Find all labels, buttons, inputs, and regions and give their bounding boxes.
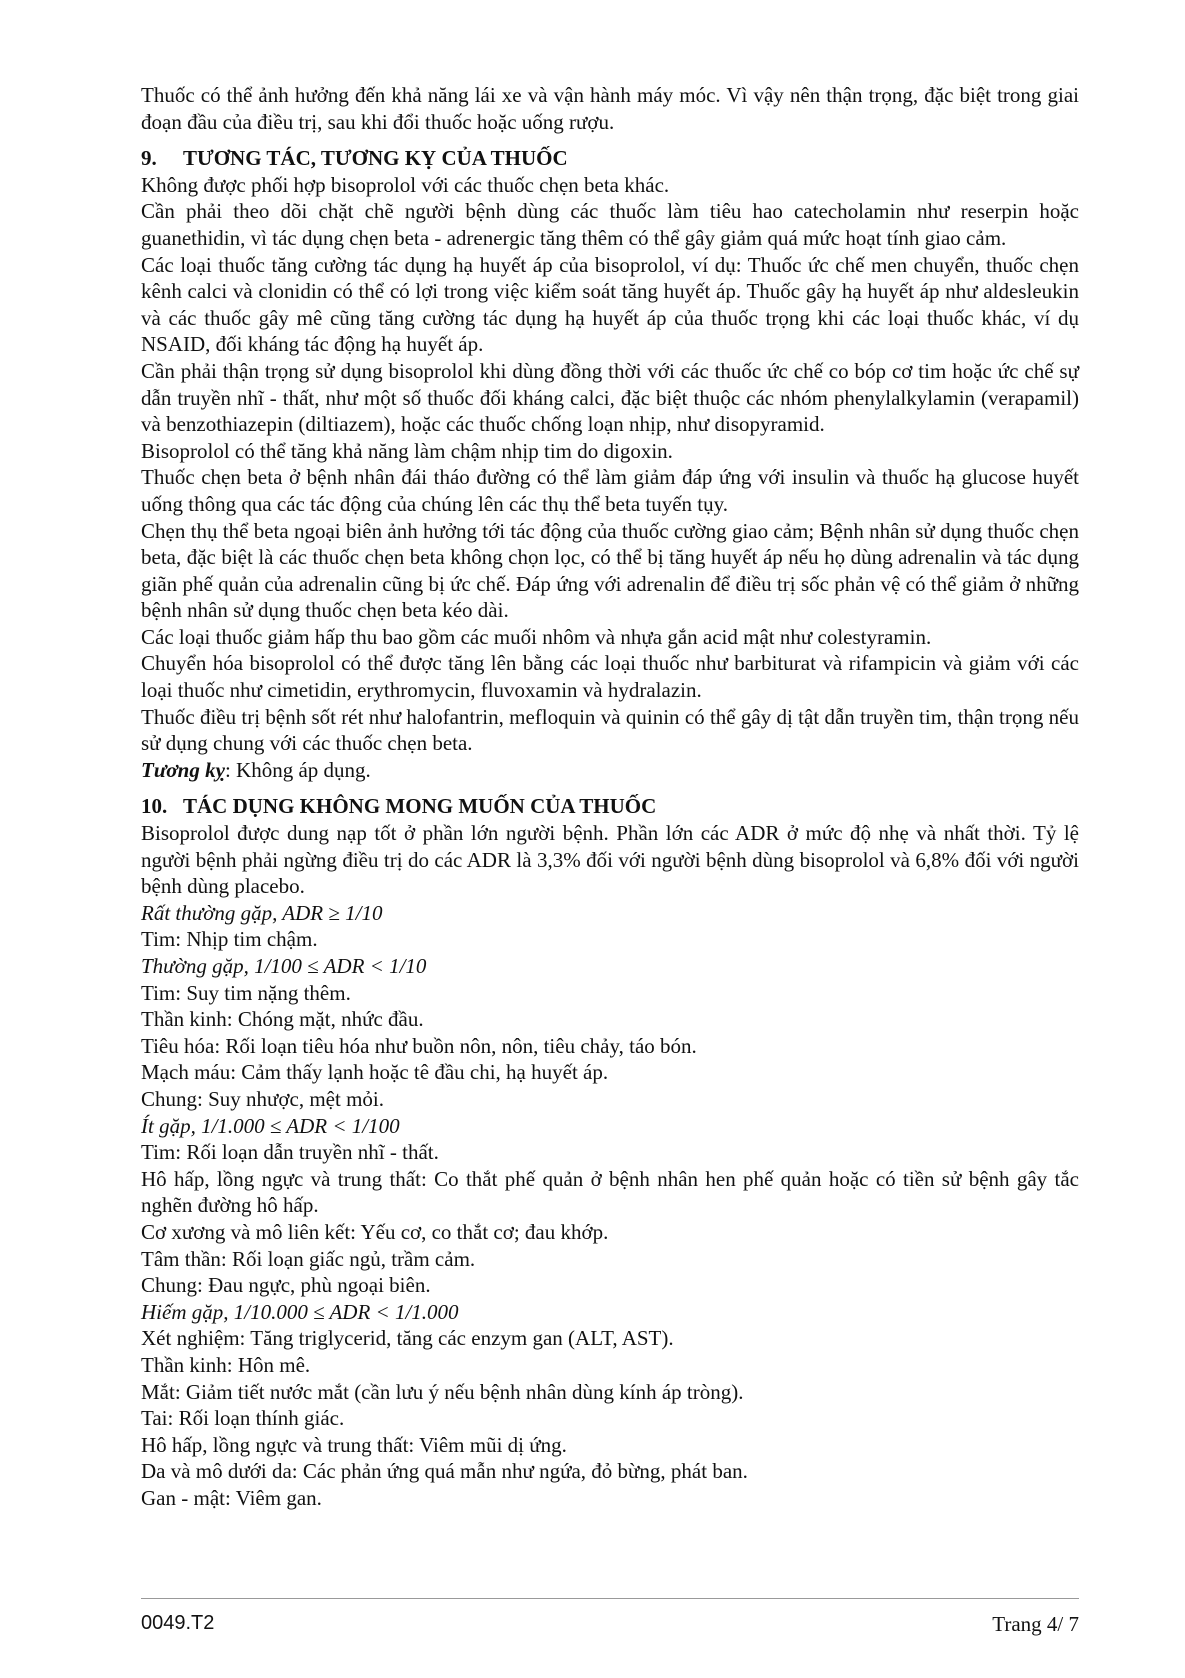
incompatibility-text: : Không áp dụng. — [224, 757, 371, 782]
s9-paragraph: Cần phải theo dõi chặt chẽ người bệnh dùng các thuốc làm tiêu hao catecholamin như reserpin hoặc guanethidin, vì tác dụng chẹn beta - adrenergic tăng thêm có thể gây giảm quá mức hoạt tính giao cảm. — [141, 199, 1079, 250]
adr-item: Da và mô dưới da: Các phản ứng quá mẫn như ngứa, đỏ bừng, phát ban. — [141, 1459, 748, 1484]
s10-intro: Bisoprolol được dung nạp tốt ở phần lớn người bệnh. Phần lớn các ADR ở mức độ nhẹ và nhất thời. Tỷ lệ người bệnh phải ngừng điều trị do các ADR là 3,3% đối với người bệnh dùng bisoprolol và 6,8% đối với người bệnh dùng placebo. — [141, 821, 1079, 899]
adr-item: Chung: Suy nhược, mệt mỏi. — [141, 1086, 384, 1111]
incompatibility-line — [141, 757, 1079, 784]
adr-item: Mạch máu: Cảm thấy lạnh hoặc tê đầu chi, hạ huyết áp. — [141, 1060, 609, 1085]
section-10-title: TÁC DỤNG KHÔNG MONG MUỐN CỦA THUỐC — [183, 794, 657, 819]
adr-item: Tim: Suy tim nặng thêm. — [141, 980, 351, 1005]
frequency-uncommon: Ít gặp, 1/1.000 ≤ ADR < 1/100 — [141, 1113, 400, 1138]
s9-paragraph: Bisoprolol có thể tăng khả năng làm chậm nhịp tim do digoxin. — [141, 438, 673, 463]
s9-paragraph: Thuốc chẹn beta ở bệnh nhân đái tháo đường có thể làm giảm đáp ứng với insulin và thuốc hạ glucose huyết uống thông qua các tác động của chúng lên các thụ thể beta tuyến tụy. — [141, 465, 1079, 516]
footer-divider — [141, 1598, 1079, 1599]
adr-item: Tim: Nhịp tim chậm. — [141, 927, 318, 952]
s9-paragraph: Không được phối hợp bisoprolol với các thuốc chẹn beta khác. — [141, 172, 670, 197]
adr-item: Xét nghiệm: Tăng triglycerid, tăng các enzym gan (ALT, AST). — [141, 1326, 674, 1351]
footer-document-code: 0049.T2 — [141, 1612, 215, 1634]
incompatibility-label: Tương kỵ — [141, 757, 225, 782]
adr-item: Gan - mật: Viêm gan. — [141, 1485, 322, 1510]
frequency-common: Thường gặp, 1/100 ≤ ADR < 1/10 — [141, 954, 427, 978]
adr-item: Thần kinh: Hôn mê. — [141, 1352, 311, 1377]
adr-item: Mắt: Giảm tiết nước mắt (cần lưu ý nếu bệnh nhân dùng kính áp tròng). — [141, 1379, 744, 1404]
adr-item: Tim: Rối loạn dẫn truyền nhĩ - thất. — [141, 1140, 439, 1165]
s9-paragraph: Cần phải thận trọng sử dụng bisoprolol khi dùng đồng thời với các thuốc ức chế co bóp cơ tim hoặc ức chế sự dẫn truyền nhĩ - thất, như một số thuốc đối kháng calci, đặc biệt thuộc các nhóm phenylalkylamin (verapamil) và benzothiazepin (diltiazem), hoặc các thuốc chống loạn nhịp, như disopyramid. — [141, 358, 1079, 437]
section-10-heading — [141, 793, 1079, 820]
section-9-number: 9. — [141, 146, 157, 171]
s9-paragraph: Các loại thuốc giảm hấp thu bao gồm các muối nhôm và nhựa gắn acid mật như colestyramin. — [141, 624, 932, 649]
frequency-very-common: Rất thường gặp, ADR ≥ 1/10 — [141, 900, 383, 925]
adr-item: Hô hấp, lồng ngực và trung thất: Co thắt phế quản ở bệnh nhân hen phế quản hoặc có tiền sử bệnh gây tắc nghẽn đường hô hấp. — [141, 1166, 1079, 1218]
frequency-rare: Hiếm gặp, 1/10.000 ≤ ADR < 1/1.000 — [141, 1299, 459, 1324]
adr-item: Tâm thần: Rối loạn giấc ngủ, trầm cảm. — [141, 1246, 476, 1271]
section-9-title: TƯƠNG TÁC, TƯƠNG KỴ CỦA THUỐC — [183, 146, 568, 171]
s9-paragraph: Chuyển hóa bisoprolol có thể được tăng lên bằng các loại thuốc như barbiturat và rifampicin và giảm với các loại thuốc như cimetidin, erythromycin, fluvoxamin và hydralazin. — [141, 651, 1079, 703]
adr-item: Tai: Rối loạn thính giác. — [141, 1406, 345, 1431]
adr-item: Thần kinh: Chóng mặt, nhức đầu. — [141, 1007, 424, 1032]
adr-item: Chung: Đau ngực, phù ngoại biên. — [141, 1273, 431, 1298]
adr-item: Tiêu hóa: Rối loạn tiêu hóa như buồn nôn, nôn, tiêu chảy, táo bón. — [141, 1033, 697, 1058]
document-page — [141, 82, 1079, 1511]
section-9-heading — [141, 145, 1079, 172]
adr-item: Cơ xương và mô liên kết: Yếu cơ, co thắt cơ; đau khớp. — [141, 1219, 609, 1244]
s9-paragraph: Chẹn thụ thể beta ngoại biên ảnh hưởng tới tác động của thuốc cường giao cảm; Bệnh nhân sử dụng thuốc chẹn beta, đặc biệt là các thuốc chẹn beta không chọn lọc, có thể bị tăng huyết áp nếu họ dùng adrenalin và tác dụng giãn phế quản của adrenalin cũng bị ức chế. Đáp ứng với adrenalin để điều trị sốc phản vệ có thể giảm ở những bệnh nhân sử dụng thuốc chẹn beta kéo dài. — [141, 518, 1079, 623]
section-10-number: 10. — [141, 794, 168, 819]
s9-paragraph: Các loại thuốc tăng cường tác dụng hạ huyết áp của bisoprolol, ví dụ: Thuốc ức chế men chuyển, thuốc chẹn kênh calci và clonidin có thể có lợi trong việc kiểm soát tăng huyết áp. Thuốc gây hạ huyết áp như aldesleukin và các thuốc gây mê cũng tăng cường tác dụng hạ huyết áp của thuốc trọng khi các loại thuốc khác, ví dụ NSAID, đối kháng tác động hạ huyết áp. — [141, 252, 1079, 357]
adr-item: Hô hấp, lồng ngực và trung thất: Viêm mũi dị ứng. — [141, 1432, 567, 1457]
footer-page-number: Trang 4/ 7 — [992, 1612, 1079, 1636]
intro-paragraph: Thuốc có thể ảnh hưởng đến khả năng lái xe và vận hành máy móc. Vì vậy nên thận trọng, đặc biệt trong giai đoạn đầu của điều trị, sau khi đổi thuốc hoặc uống rượu. — [141, 83, 1079, 134]
s9-paragraph: Thuốc điều trị bệnh sốt rét như halofantrin, mefloquin và quinin có thể gây dị tật dẫn truyền tim, thận trọng nếu sử dụng chung với các thuốc chẹn beta. — [141, 704, 1079, 756]
